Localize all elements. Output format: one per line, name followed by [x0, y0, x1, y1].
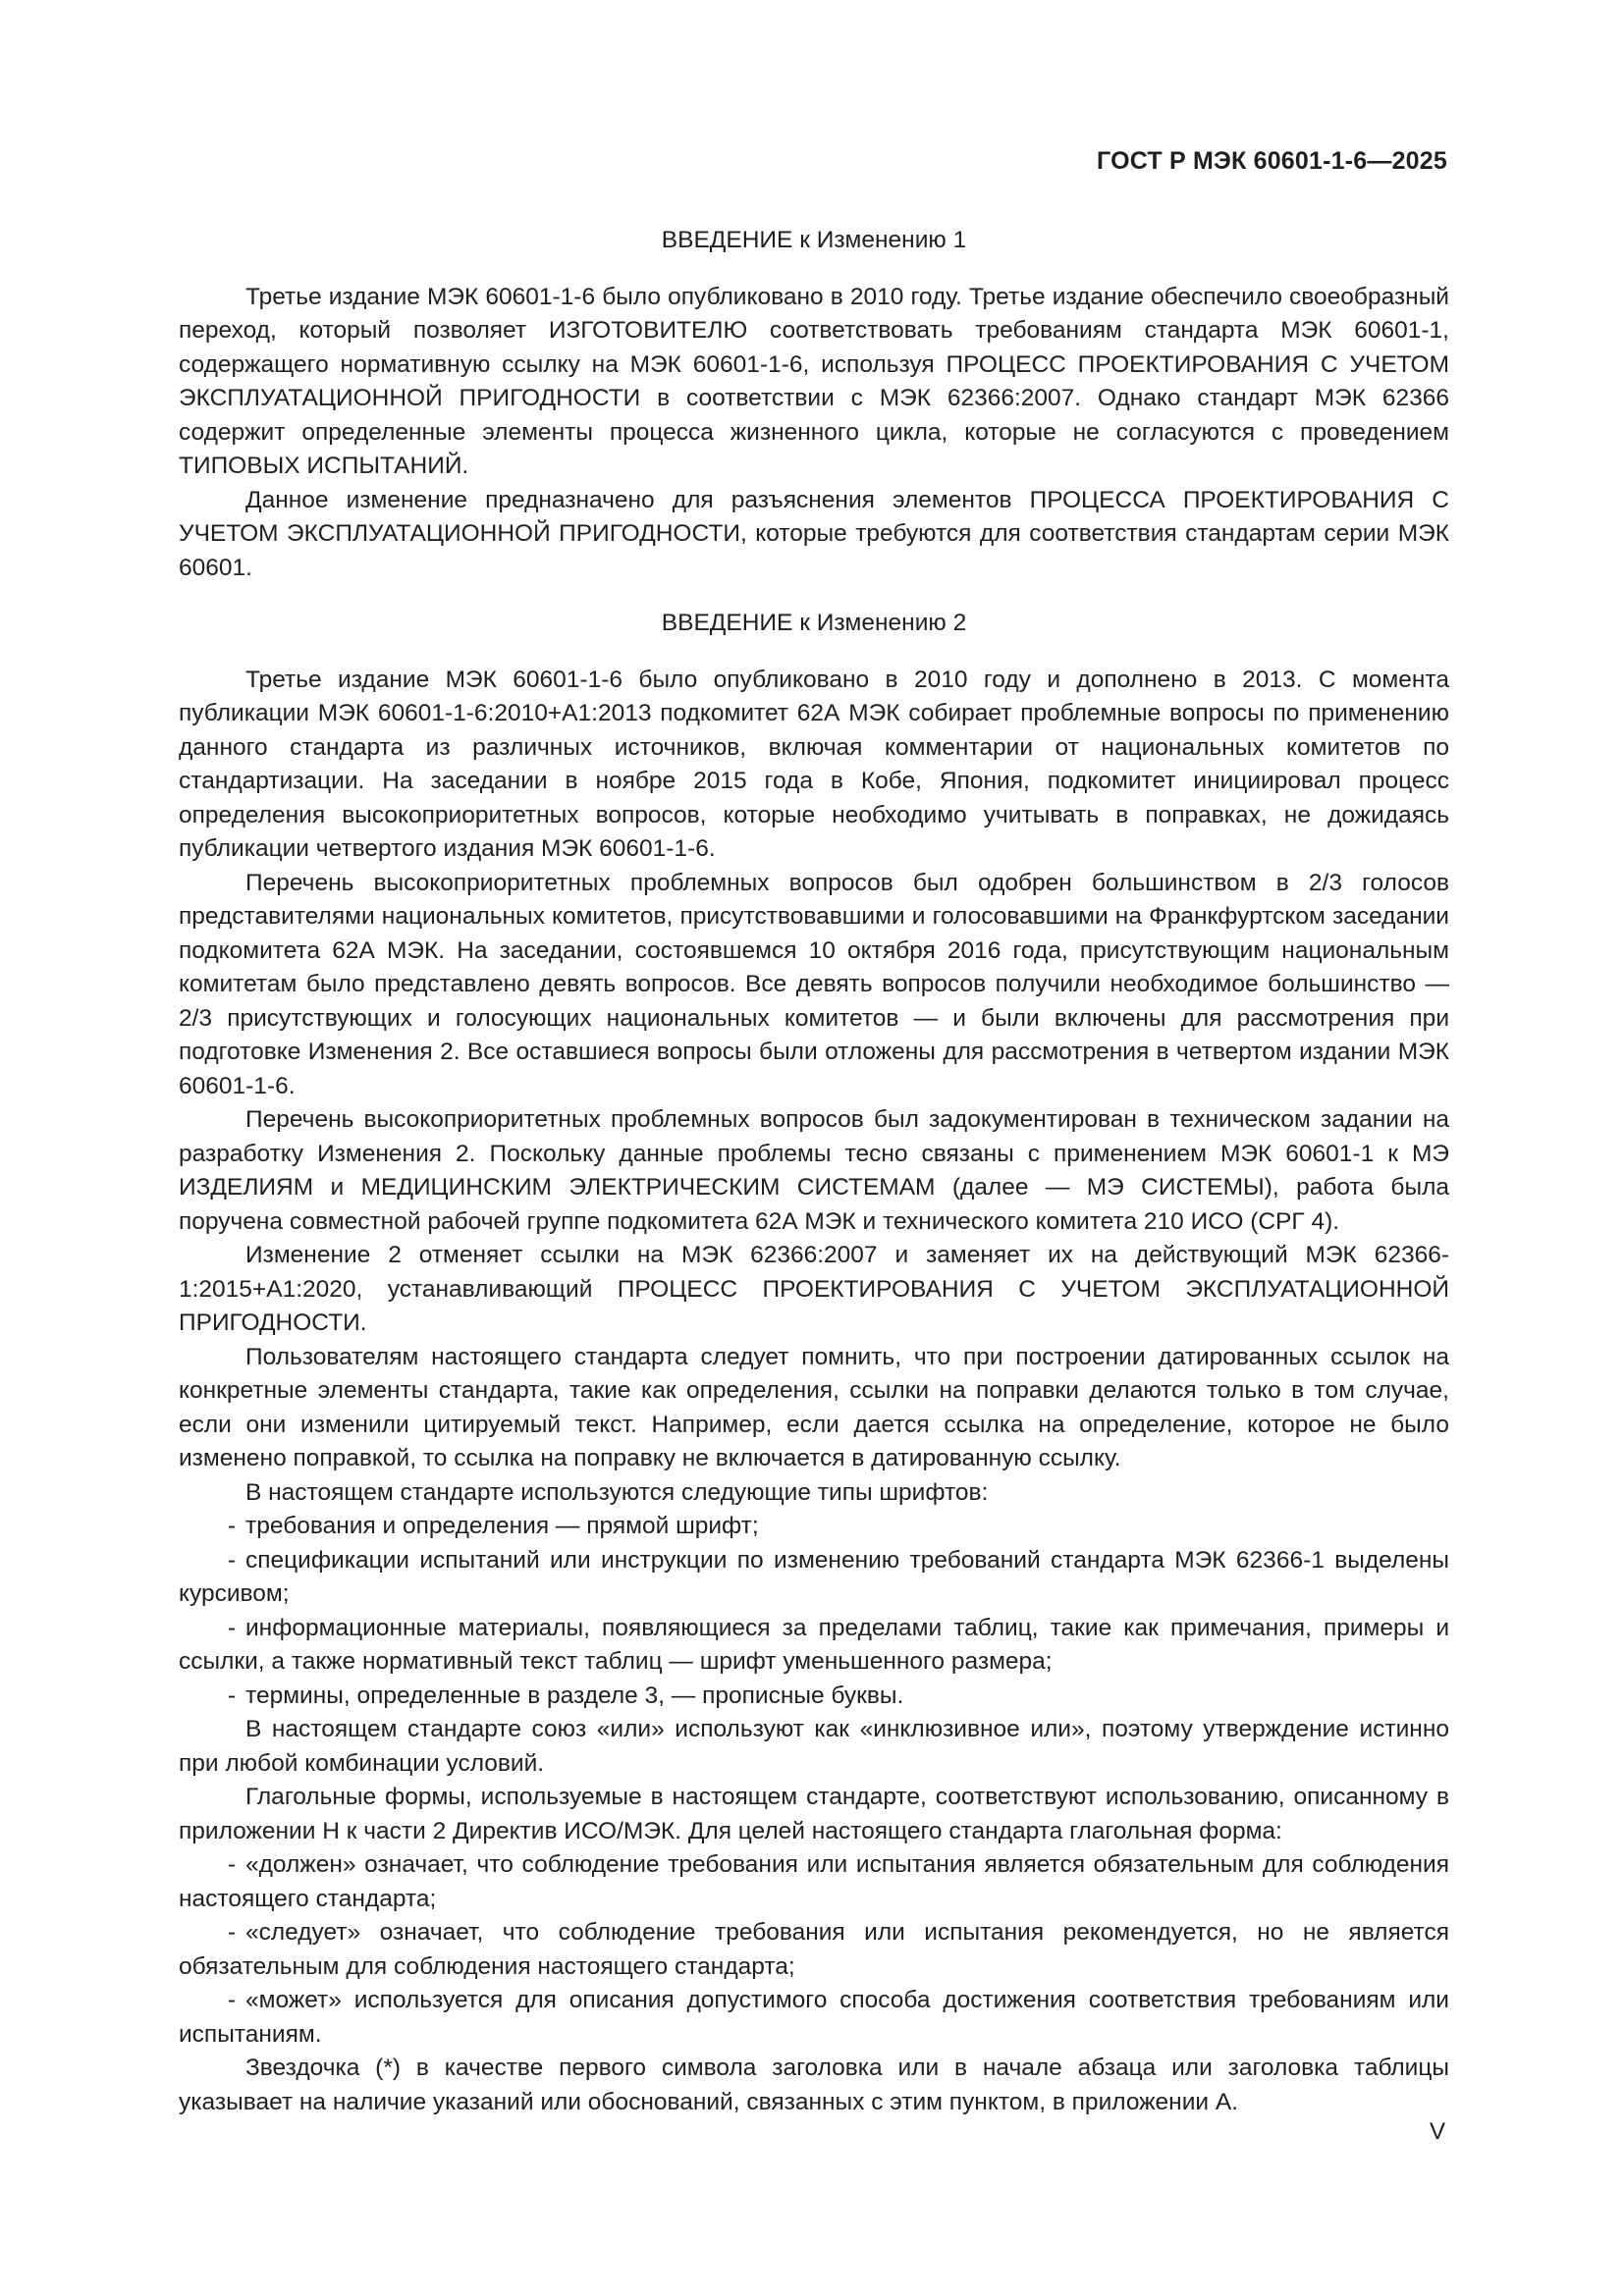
paragraph: В настоящем стандарте союз «или» используют как «инклюзивное или», поэтому утверждение истинно при любой комбинации условий. — [179, 1716, 1449, 1777]
paragraph: Перечень высокоприоритетных проблемных вопросов был одобрен большинством в 2/3 голосов представителями национальных комитетов, присутствовавшими и голосовавшими на Франкфуртском заседании подкомитета 62А МЭК. На заседании, состоявшемся 10 октября 2016 года, присутствующим национальным комитетам было представлено девять вопросов. Все девять вопросов получили необходимое большинство — 2/3 присутствующих и голосующих национальных комитетов — и были включены для рассмотрения при подготовке Изменения 2. Все оставшиеся вопросы были отложены для рассмотрения в четвертом издании МЭК 60601-1-6. — [179, 869, 1449, 1099]
list-marker: - — [227, 1682, 236, 1709]
list-item — [179, 1612, 1449, 1680]
list-item-text: «должен» означает, что соблюдение требования или испытания является обязательным для соблюдения настоящего стандарта; — [179, 1851, 1449, 1912]
list-marker: - — [227, 1919, 236, 1946]
page-number: V — [1429, 2118, 1445, 2145]
paragraph: Третье издание МЭК 60601-1-6 было опубликовано в 2010 году и дополнено в 2013. С момента публикации МЭК 60601-1-6:2010+A1:2013 подкомитет 62А МЭК собирает проблемные вопросы по применению данного стандарта из различных источников, включая комментарии от национальных комитетов по стандартизации. На заседании в ноябре 2015 года в Кобе, Япония, подкомитет инициировал процесс определения высокоприоритетных вопросов, которые необходимо учитывать в поправках, не дожидаясь публикации четвертого издания МЭК 60601-1-6. — [179, 666, 1449, 862]
list-marker: - — [227, 1614, 236, 1641]
list-marker: - — [227, 1513, 236, 1539]
list-item — [179, 1916, 1449, 1984]
list-marker: - — [227, 1546, 236, 1574]
list-item — [179, 1510, 1449, 1544]
list-item-text: спецификации испытаний или инструкции по изменению требований стандарта МЭК 62366-1 выделены курсивом; — [179, 1546, 1449, 1607]
list-item — [179, 1848, 1449, 1916]
list-item-text: «может» используется для описания допустимого способа достижения соответствия требованиям или испытаниям. — [179, 1987, 1449, 2048]
paragraph: В настоящем стандарте используются следующие типы шрифтов: — [245, 1478, 989, 1506]
paragraph: Данное изменение предназначено для разъяснения элементов ПРОЦЕССА ПРОЕКТИРОВАНИЯ С УЧЕТОМ ЭКСПЛУАТАЦИОННОЙ ПРИГОДНОСТИ, которые требуются для соответствия стандартам серии МЭК 60601. — [179, 486, 1449, 581]
paragraph: Звездочка (*) в качестве первого символа заголовка или в начале абзаца или заголовка таблицы указывает на наличие указаний или обоснований, связанных с этим пунктом, в приложении А. — [179, 2055, 1449, 2115]
paragraph: Изменение 2 отменяет ссылки на МЭК 62366:2007 и заменяет их на действующий МЭК 62366-1:2015+A1:2020, устанавливающий ПРОЦЕСС ПРОЕКТИРОВАНИЯ С УЧЕТОМ ЭКСПЛУАТАЦИОННОЙ ПРИГОДНОСТИ. — [179, 1242, 1449, 1336]
paragraph: Пользователям настоящего стандарта следует помнить, что при построении датированных ссылок на конкретные элементы стандарта, такие как определения, ссылки на поправки делаются только в том случае, если они изменили цитируемый текст. Например, если дается ссылка на определение, которое не было изменено поправкой, то ссылка на поправку не включается в датированную ссылку. — [179, 1343, 1449, 1471]
section-title-amendment-2: ВВЕДЕНИЕ к Изменению 2 — [661, 610, 967, 636]
list-item — [179, 1680, 1449, 1714]
paragraph: Глагольные формы, используемые в настоящем стандарте, соответствуют использованию, описанному в приложении Н к части 2 Директив ИСО/МЭК. Для целей настоящего стандарта глагольная форма: — [179, 1784, 1449, 1844]
list-item-text: термины, определенные в разделе 3, — прописные буквы. — [245, 1682, 904, 1709]
list-item-text: «следует» означает, что соблюдение требования или испытания рекомендуется, но не является обязательным для соблюдения настоящего стандарта; — [179, 1919, 1449, 1980]
document-body — [179, 224, 1449, 2119]
list-item-text: информационные материалы, появляющиеся за пределами таблиц, такие как примечания, примеры и ссылки, а также нормативный текст таблиц — шрифт уменьшенного размера; — [179, 1614, 1449, 1675]
section-title-amendment-1: ВВЕДЕНИЕ к Изменению 1 — [661, 227, 967, 253]
list-item — [179, 1984, 1449, 2052]
list-item-text: требования и определения — прямой шрифт; — [245, 1513, 759, 1539]
paragraph: Перечень высокоприоритетных проблемных вопросов был задокументирован в техническом задании на разработку Изменения 2. Поскольку данные проблемы тесно связаны с применением МЭК 60601-1 к МЭ ИЗДЕЛИЯМ и МЕДИЦИНСКИМ ЭЛЕКТРИЧЕСКИМ СИСТЕМАМ (далее — МЭ СИСТЕМЫ), работа была поручена совместной рабочей группе подкомитета 62А МЭК и технического комитета 210 ИСО (СРГ 4). — [179, 1106, 1449, 1235]
list-marker: - — [227, 1987, 236, 2013]
list-item — [179, 1544, 1449, 1612]
paragraph: Третье издание МЭК 60601-1-6 было опубликовано в 2010 году. Третье издание обеспечило своеобразный переход, который позволяет ИЗГОТОВИТЕЛЮ соответствовать требованиям стандарта МЭК 60601-1, содержащего нормативную ссылку на МЭК 60601-1-6, используя ПРОЦЕСС ПРОЕКТИРОВАНИЯ С УЧЕТОМ ЭКСПЛУАТАЦИОННОЙ ПРИГОДНОСТИ в соответствии с МЭК 62366:2007. Однако стандарт МЭК 62366 содержит определенные элементы процесса жизненного цикла, которые не согласуются с проведением ТИПОВЫХ ИСПЫТАНИЙ. — [179, 283, 1449, 479]
document-standard-id: ГОСТ Р МЭК 60601-1-6—2025 — [1097, 147, 1447, 175]
list-marker: - — [227, 1851, 236, 1878]
